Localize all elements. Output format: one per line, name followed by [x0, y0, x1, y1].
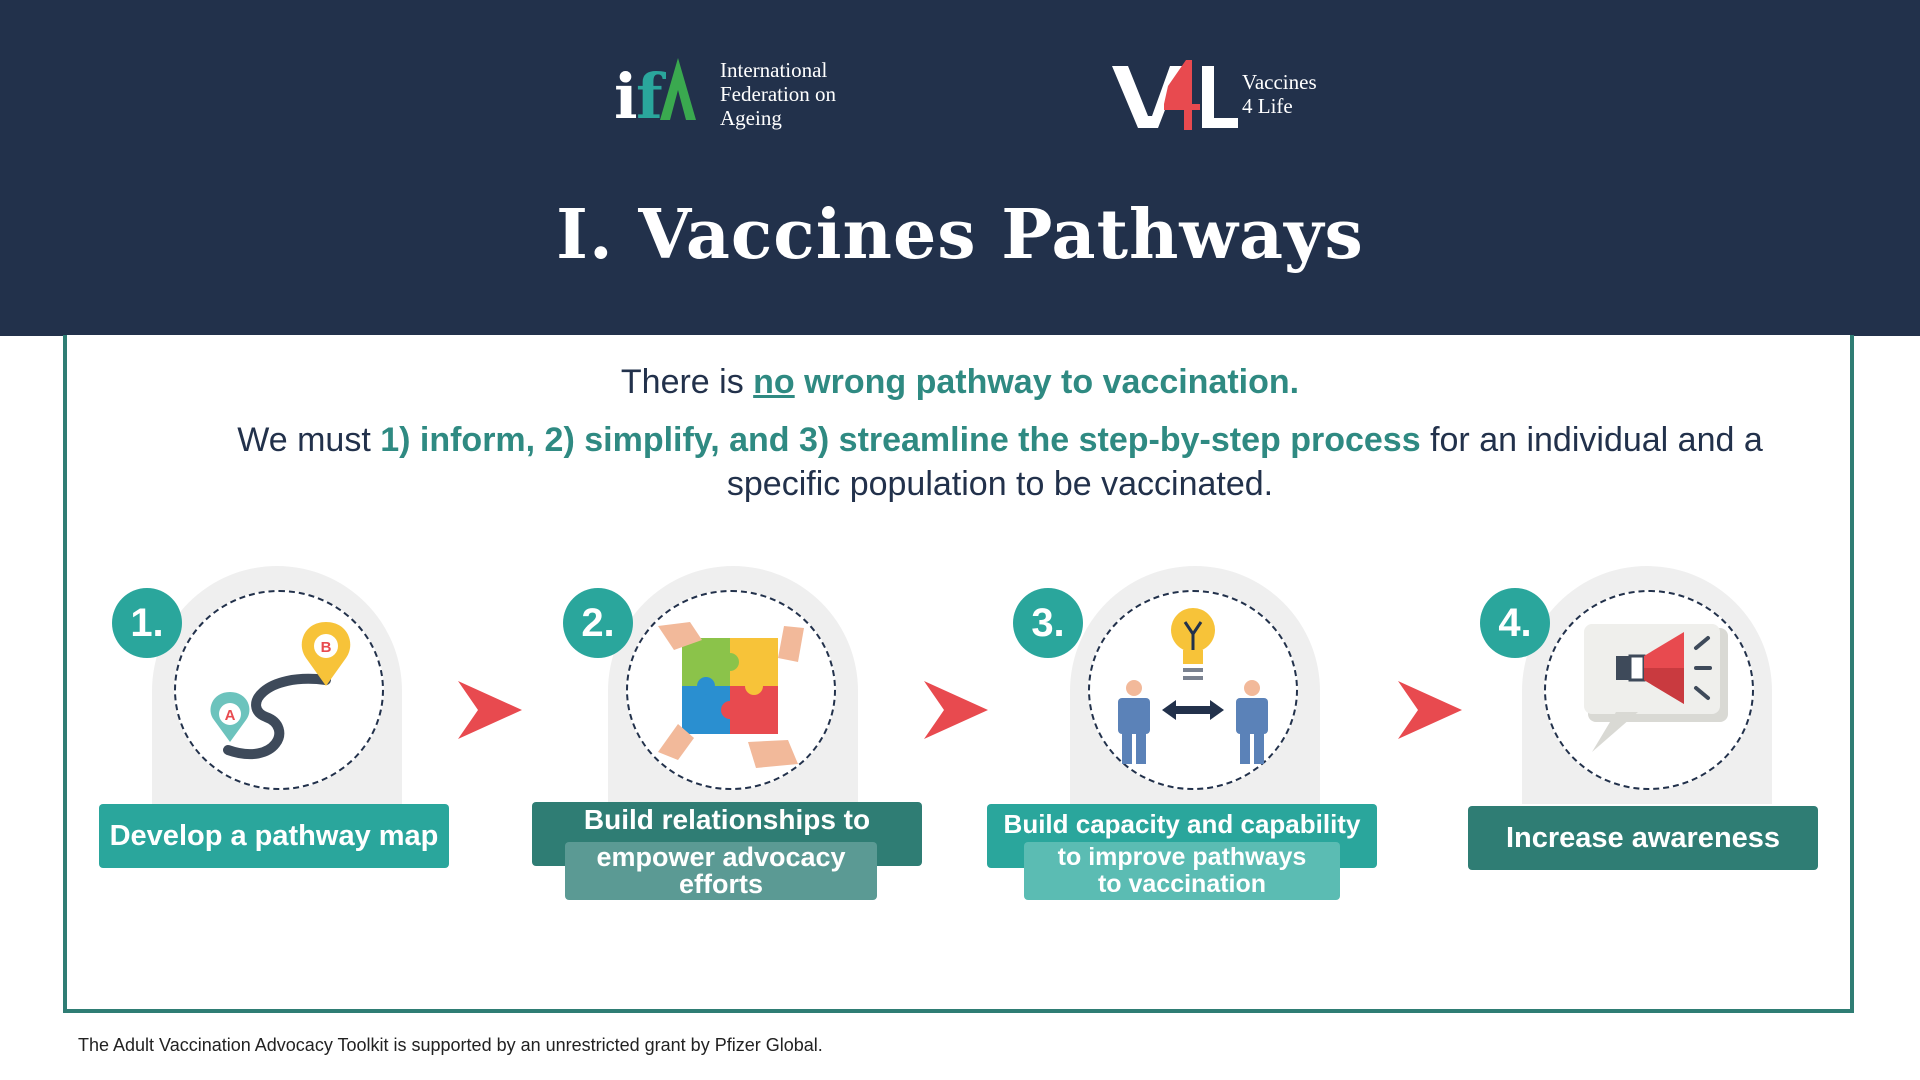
step-3-label-bottom: [1024, 842, 1340, 900]
svg-text:A: A: [224, 707, 236, 724]
ifa-logo: [612, 38, 872, 138]
ifa-logo-line1: International: [720, 58, 828, 82]
v4l-logo-line2: 4 Life: [1242, 94, 1293, 118]
v4l-logo-line1: Vaccines: [1242, 70, 1317, 94]
step-2-label-line1: Build relationships to: [583, 804, 871, 835]
intro-line-2: [180, 418, 1820, 506]
step-1-number-badge: 1.: [112, 588, 182, 658]
v4l-logo-mark: [1110, 38, 1240, 138]
intro-line1-pre: There is: [620, 363, 754, 401]
ifa-logo-mark: [612, 38, 712, 138]
step-4-number-badge: 4.: [1480, 588, 1550, 658]
ifa-logo-a-shape: [660, 58, 696, 120]
footer-note: The Adult Vaccination Advocacy Toolkit is supported by an unrestricted grant by Pfizer Global.: [78, 1035, 823, 1055]
step-2-label-line2: empower advocacy efforts: [596, 842, 846, 899]
step-2-circle: [626, 590, 836, 790]
ifa-logo-text: [720, 58, 880, 130]
pathway-map-icon: [176, 592, 382, 788]
ifa-logo-line2: Federation on: [720, 82, 837, 106]
step-1-circle: [174, 590, 384, 790]
intro-line1-post: wrong pathway to vaccination.: [794, 363, 1300, 401]
intro-line2-post: for an individual and a specific population to be vaccinated.: [726, 421, 1763, 503]
ifa-logo-letters-i: i: [614, 60, 638, 133]
intro-line2-pre: We must: [237, 421, 381, 459]
people-idea-icon: [1090, 592, 1296, 788]
megaphone-icon: [1546, 592, 1752, 788]
step-2-number-badge: 2.: [563, 588, 633, 658]
step-2-label-bottom: [565, 842, 877, 900]
puzzle-hands-icon: [628, 592, 834, 788]
v4l-logo-text: [1242, 70, 1352, 118]
intro-line1-no: no: [753, 363, 795, 401]
step-3-number-badge: 3.: [1013, 588, 1083, 658]
step-3-label-line1: Build capacity and capability: [1003, 809, 1361, 839]
intro-line2-highlight: 1) inform, 2) simplify, and 3) streamline the step-by-step process: [380, 421, 1421, 459]
page-title: I. Vaccines Pathways: [556, 195, 1364, 275]
ifa-logo-letters-f: f: [636, 60, 663, 133]
arrow-3-icon: [1398, 677, 1464, 743]
arrow-1-icon: [458, 677, 524, 743]
arrow-2-icon: [924, 677, 990, 743]
ifa-logo-line3: Ageing: [720, 106, 782, 130]
step-3-circle: [1088, 590, 1298, 790]
step-4-circle: [1544, 590, 1754, 790]
v4l-logo: [1110, 38, 1350, 138]
svg-text:B: B: [320, 639, 332, 656]
header-banner: [0, 0, 1920, 336]
step-4-label: Increase awareness: [1468, 806, 1818, 870]
intro-line-1: [0, 360, 1920, 404]
step-1-label: Develop a pathway map: [99, 804, 449, 868]
step-3-label-line2: to improve pathways to vaccination: [1057, 843, 1307, 898]
